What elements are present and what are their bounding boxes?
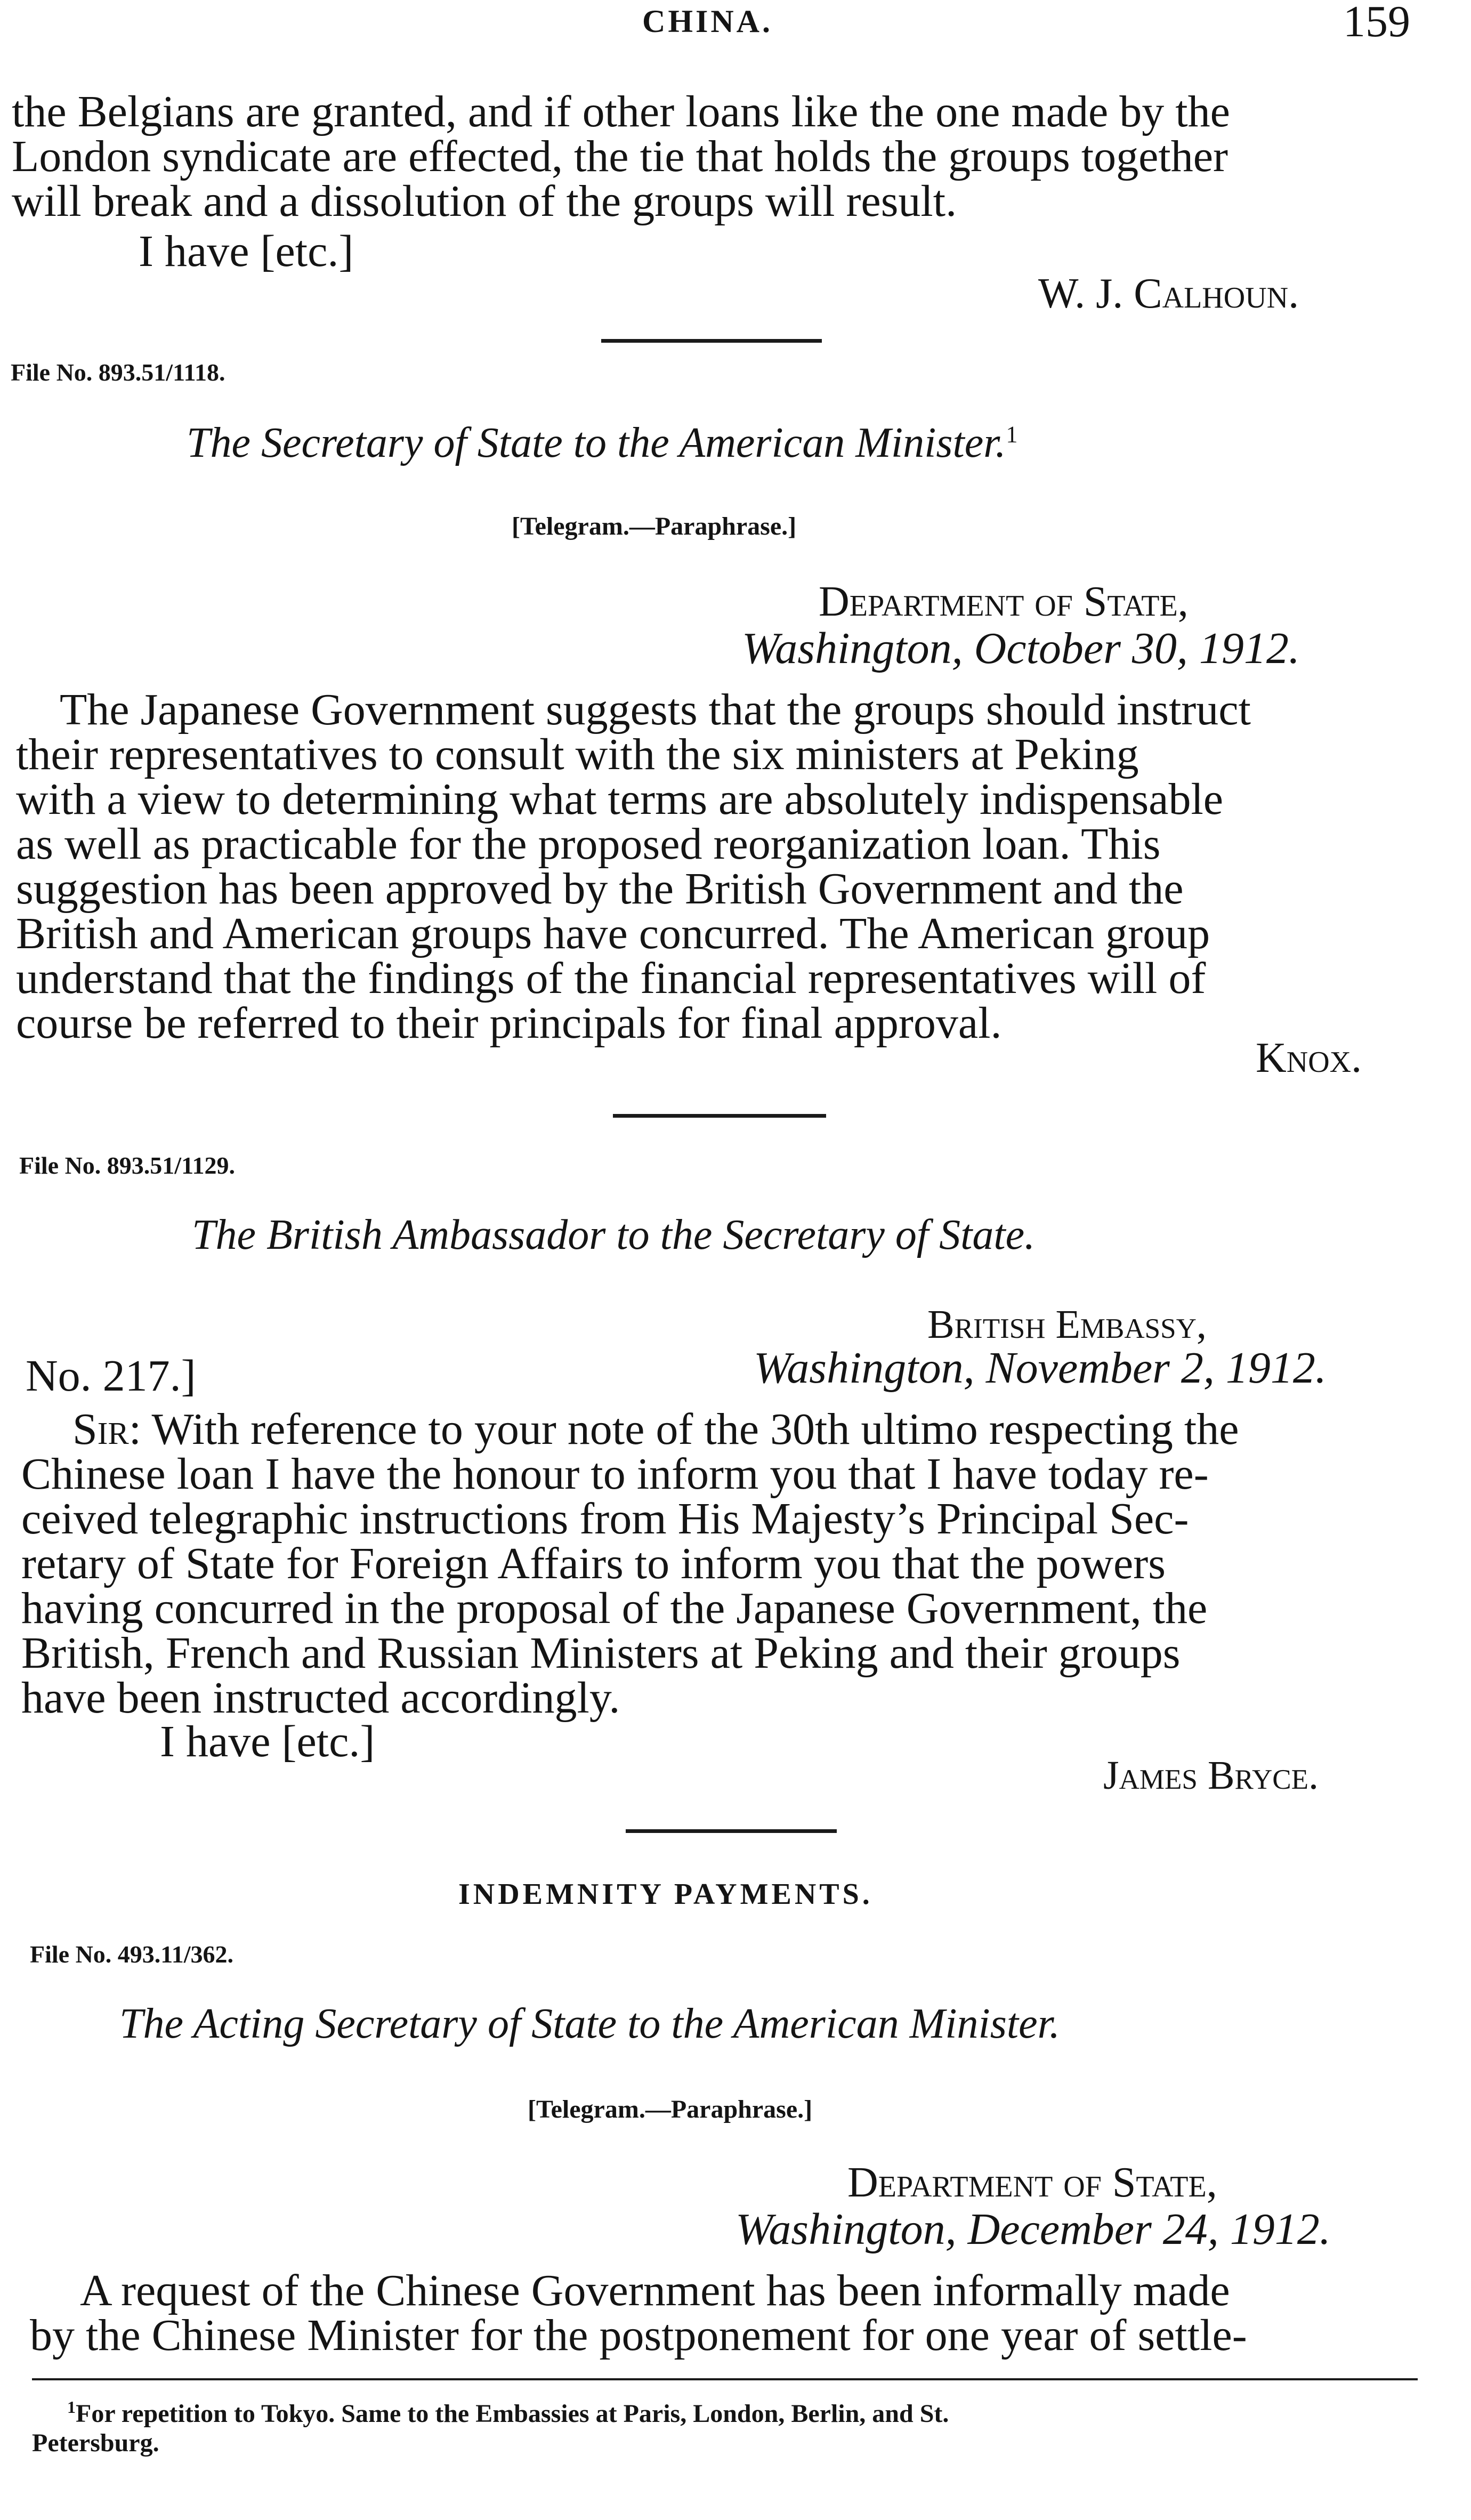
text-line: course be referred to their principals for final approval.: [16, 998, 1002, 1048]
footnote-line: [67, 2397, 949, 2428]
signature-knox: Knox.: [1256, 1035, 1362, 1081]
title-text: The Secretary of State to the American Minister.: [187, 419, 1006, 466]
telegram-body: [30, 2268, 1437, 2358]
place-line: British Embassy,: [927, 1302, 1207, 1347]
section-divider: [613, 1114, 826, 1118]
place-line: Department of State,: [819, 578, 1189, 625]
document-title: The British Ambassador to the Secretary of State.: [192, 1211, 1036, 1258]
footnote-reference: 1: [1006, 421, 1018, 448]
file-number: File No. 893.51/1118.: [11, 359, 225, 386]
section-divider: [626, 1829, 837, 1833]
text-line: retary of State for Foreign Affairs to inform you that the powers: [21, 1539, 1166, 1588]
file-number: File No. 493.11/362.: [30, 1941, 234, 1968]
text-line: London syndicate are effected, the tie that holds the groups together: [12, 132, 1228, 181]
text-line: their representatives to consult with the six ministers at Peking: [16, 730, 1139, 779]
text-line: with a view to determining what terms are absolutely indispensable: [16, 774, 1224, 824]
text-line: A request of the Chinese Government has been informally made: [80, 2266, 1230, 2315]
text-line: have been instructed accordingly.: [21, 1673, 620, 1723]
footnote-marker: 1: [67, 2397, 76, 2417]
text-line: The Japanese Government suggests that the groups should instruct: [60, 685, 1251, 734]
text-line: British and American groups have concurred. The American group: [16, 909, 1210, 958]
page-number: 159: [1343, 0, 1410, 46]
text-line: will break and a dissolution of the groups will result.: [12, 176, 957, 226]
salutation: Sir:: [72, 1404, 142, 1454]
telegram-note: [Telegram.—Paraphrase.]: [528, 2095, 813, 2123]
text-line: as well as practicable for the proposed reorganization loan. This: [16, 819, 1161, 869]
signature-bryce: James Bryce.: [1103, 1753, 1319, 1798]
closing-line: I have [etc.]: [160, 1717, 375, 1766]
section-heading: INDEMNITY PAYMENTS.: [458, 1878, 873, 1911]
date-line: Washington, October 30, 1912.: [742, 624, 1300, 673]
dispatch-number: No. 217.]: [26, 1351, 196, 1401]
file-number: File No. 893.51/1129.: [19, 1152, 236, 1179]
closing-line: I have [etc.]: [139, 227, 354, 276]
telegram-note: [Telegram.—Paraphrase.]: [512, 512, 797, 540]
footnote-text: For repetition to Tokyo. Same to the Embassies at Paris, London, Berlin, and St.: [76, 2400, 949, 2428]
signature-calhoun: W. J. Calhoun.: [1038, 270, 1299, 317]
running-header: CHINA.: [642, 4, 773, 39]
text-line: having concurred in the proposal of the Japanese Government, the: [21, 1584, 1208, 1633]
text-line: British, French and Russian Ministers at Peking and their groups: [21, 1628, 1181, 1678]
document-title: [187, 419, 1018, 467]
text-line: With reference to your note of the 30th ultimo respecting the: [151, 1404, 1239, 1454]
date-line: Washington, December 24, 1912.: [736, 2204, 1331, 2254]
text-line: understand that the findings of the financial representatives will of: [16, 954, 1206, 1003]
text-line: suggestion has been approved by the British Government and the: [16, 864, 1184, 914]
note-body: [21, 1404, 1428, 1723]
date-line: Washington, November 2, 1912.: [754, 1343, 1327, 1393]
document-title: The Acting Secretary of State to the American Minister.: [119, 2000, 1060, 2047]
text-line: Chinese loan I have the honour to inform you that I have today re-: [21, 1449, 1209, 1499]
continuation-paragraph: [12, 87, 1413, 226]
telegram-body: [16, 685, 1423, 1048]
text-line: the Belgians are granted, and if other loans like the one made by the: [12, 87, 1230, 136]
place-line: Department of State,: [847, 2159, 1217, 2206]
text-line: ceived telegraphic instructions from His Majesty’s Principal Sec-: [21, 1494, 1189, 1544]
text-line: by the Chinese Minister for the postponement for one year of settle-: [30, 2311, 1247, 2360]
section-divider: [601, 339, 822, 343]
footnote-line: Petersburg.: [32, 2429, 159, 2457]
footnote-rule: [32, 2378, 1418, 2380]
